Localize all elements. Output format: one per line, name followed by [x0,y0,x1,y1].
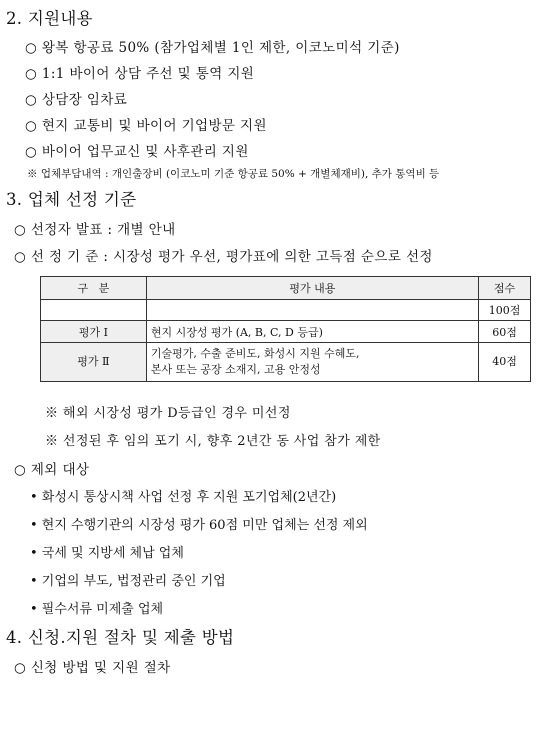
eval-2-label: 평가 Ⅱ [41,343,147,382]
section-3-title: 3. 업체 선정 기준 [6,190,137,209]
section-2-title: 2. 지원내용 [6,9,93,28]
eval-1-content: 현지 시장성 평가 (A, B, C, D 등급) [146,321,478,343]
eval-2-content [146,343,478,382]
section-4-title: 4. 신청.지원 절차 및 제출 방법 [6,628,235,647]
table-header-row [41,277,531,300]
table-row [41,300,531,321]
note-forfeit: ※ 선정된 후 임의 포기 시, 향후 2년간 동 사업 참가 제한 [45,434,381,449]
exclusion-item-3: • 국세 및 지방세 체납 업체 [30,546,184,561]
eval-2-content-line-1: 기술평가, 수출 준비도, 화성시 지원 수혜도, [150,347,360,360]
eval-2-content-line-2: 본사 또는 공장 소재지, 고용 안정성 [150,363,321,376]
company-cost-note: ※ 업체부담내역 : 개인출장비 (이코노미 기준 항공료 50% + 개별체재비), 추가 통역비 등 [27,168,440,180]
selection-criteria: ○ 선 정 기 준 : 시장성 평가 우선, 평가표에 의한 고득점 순으로 선정 [14,249,433,265]
total-label-cell [41,300,147,321]
table-row [41,321,531,343]
selection-announce: ○ 선정자 발표 : 개별 안내 [14,222,176,238]
support-item-1: ○ 왕복 항공료 50% (참가업체별 1인 제한, 이코노미석 기준) [25,40,400,56]
apply-method: ○ 신청 방법 및 지원 절차 [14,660,171,676]
support-item-5: ○ 바이어 업무교신 및 사후관리 지원 [25,144,249,160]
exclusion-item-1: • 화성시 통상시책 사업 선정 후 지원 포기업체(2년간) [30,490,337,505]
support-item-2: ○ 1:1 바이어 상담 주선 및 통역 지원 [25,66,255,82]
eval-2-score: 40점 [479,343,531,382]
exclusion-title: ○ 제외 대상 [14,462,90,478]
header-category: 구 분 [41,277,147,300]
header-score: 점수 [479,277,531,300]
exclusion-item-4: • 기업의 부도, 법정관리 중인 기업 [30,574,226,589]
evaluation-table [40,276,531,382]
eval-1-score: 60점 [479,321,531,343]
total-score: 100점 [479,300,531,321]
note-d-grade: ※ 해외 시장성 평가 D등급인 경우 미선정 [45,406,291,421]
support-item-4: ○ 현지 교통비 및 바이어 기업방문 지원 [25,118,267,134]
exclusion-item-2: • 현지 수행기관의 시장성 평가 60점 미만 업체는 선정 제외 [30,518,368,533]
support-item-3: ○ 상담장 임차료 [25,92,128,108]
total-content-cell [146,300,478,321]
exclusion-item-5: • 필수서류 미제출 업체 [30,602,164,617]
header-content: 평가 내용 [146,277,478,300]
eval-1-label: 평가 Ⅰ [41,321,147,343]
table-row [41,343,531,382]
